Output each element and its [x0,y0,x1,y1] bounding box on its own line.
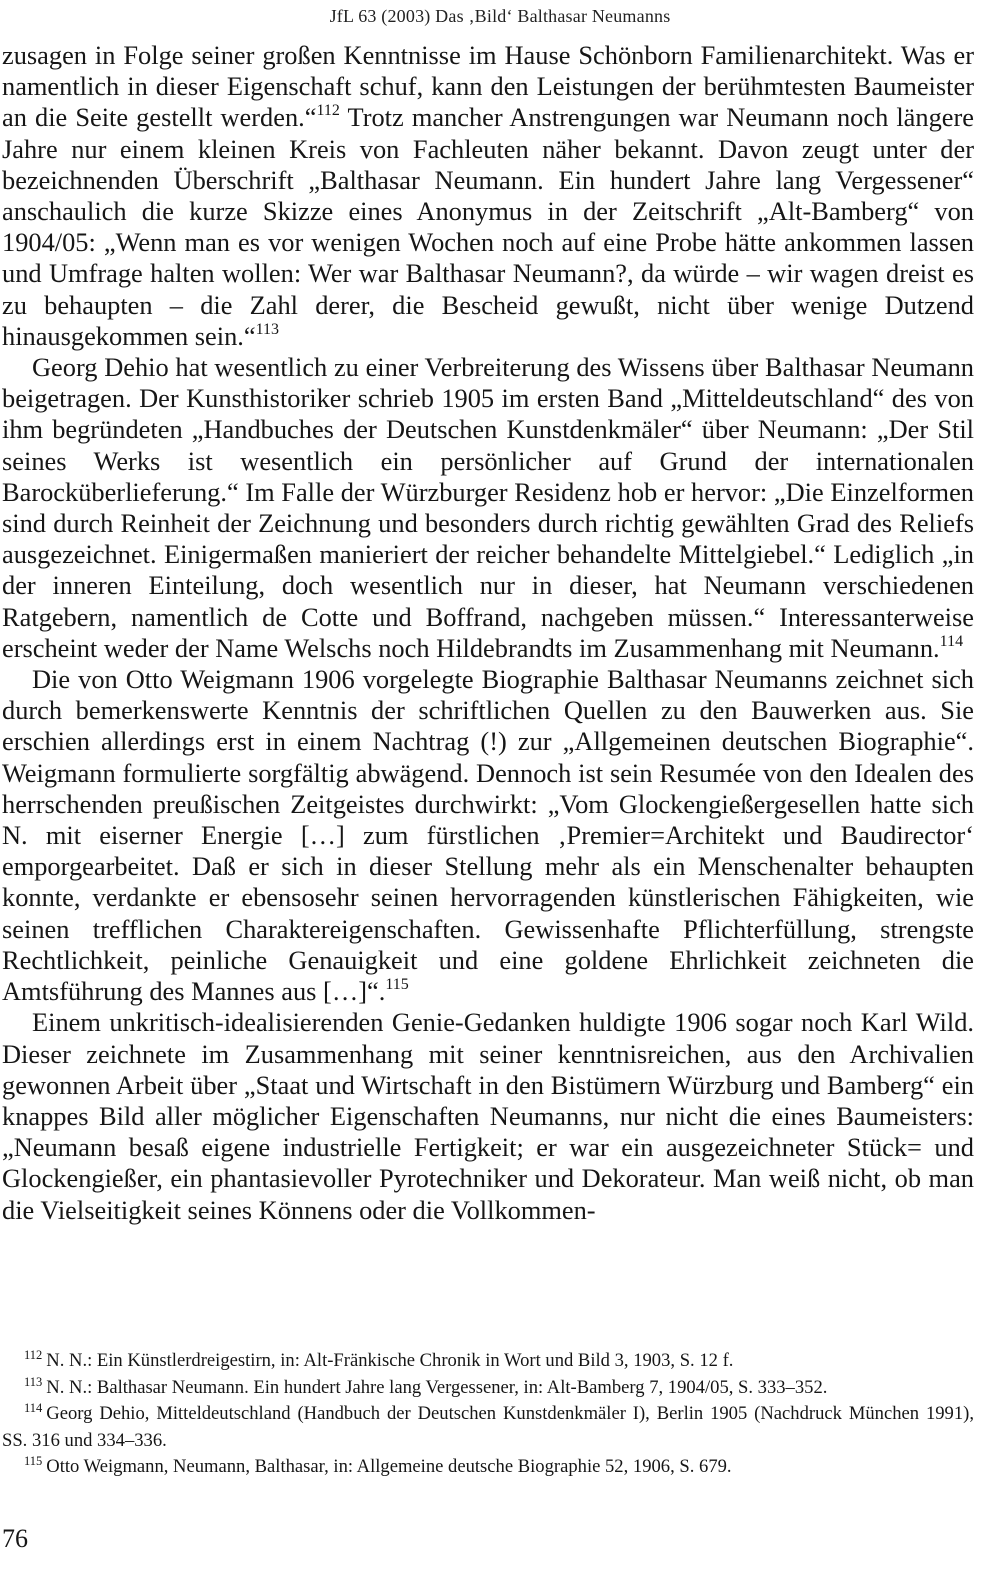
paragraph [2,664,974,1007]
page-number: 76 [2,1524,28,1553]
footnote [2,1401,974,1454]
footnote-ref: 115 [385,976,409,994]
body-text [2,40,974,1226]
paragraph [2,352,974,664]
running-head: JfL 63 (2003) Das ‚Bild‘ Balthasar Neumanns [329,6,671,26]
footnote-ref: 112 [316,102,340,120]
paragraph-text: Einem unkritisch-idealisierenden Genie-Gedanken huldigte 1906 sogar noch Karl Wild. Dieser zeichnete im Zusammenhang mit seiner kenntnisreichen, aus den Archivalien gewonnen Arbeit über „Staat und Wirtschaft in den Bistümern Würzburg und Bamberg“ ein knappes Bild aller möglicher Eigenschaften Neumanns, nur nicht die eines Baumeisters: „Neumann besaß eigene industrielle Fertigkeit; er war ein ausgezeichneter Stück= und Glockengießer, ein phantasievoller Pyrotechniker und Dekorateur. Man weiß nicht, ob man die Vielseitigkeit seines Könnens oder die Vollkommen- [2,1007,974,1225]
footnote [2,1375,974,1402]
footnote [2,1454,974,1481]
footnote-ref: 114 [939,632,964,650]
paragraph [2,1007,974,1225]
footnote-number: 114 [24,1401,43,1415]
footnote-number: 112 [24,1348,43,1362]
footnote-number: 115 [24,1454,43,1468]
paragraph-text: Georg Dehio hat wesentlich zu einer Verbreiterung des Wissens über Balthasar Neumann beigetragen. Der Kunsthistoriker schrieb 1905 im ersten Band „Mitteldeutschland“ des von ihm begründeten „Handbuches der Deutschen Kunstdenkmäler“ über Neumann: „Der Stil seines Werks ist wesentlich ein persönlicher auf Grund der internationalen Barocküberlieferung.“ Im Falle der Würzburger Residenz hob er hervor: „Die Einzelformen sind durch Reinheit der Zeichnung und besonders durch richtig gewählten Grad des Reliefs ausgezeichnet. Einigermaßen manieriert der reicher behandelte Mittelgiebel.“ Lediglich „in der inneren Einteilung, doch wesentlich nur in dieser, hat Neumann verschiedenen Ratgebern, namentlich de Cotte und Boffrand, nachgeben müssen.“ Interessanterweise erscheint weder der Name Welschs noch Hildebrandts im Zusammenhang mit Neumann. [2,352,974,663]
footnote [2,1348,974,1375]
paragraph-text: Trotz mancher Anstrengungen war Neumann noch längere Jahre nur einem kleinen Kreis von Fachleuten näher bekannt. Davon zeugt unter der bezeichnenden Überschrift „Balthasar Neumann. Ein hundert Jahre lang Vergessener“ anschaulich die kurze Skizze eines Anonymus in der Zeitschrift „Alt-Bamberg“ von 1904/05: „Wenn man es vor wenigen Wochen noch auf eine Probe hätte ankommen lassen und Umfrage halten wollen: Wer war Balthasar Neumann?, da würde – wir wagen dreist es zu behaupten – die Zahl derer, die Bescheid gewußt, nicht über wenige Dutzend hinausgekommen sein.“ [2,102,975,351]
footnote-text: N. N.: Ein Künstlerdreigestirn, in: Alt-Fränkische Chronik in Wort und Bild 3, 1903, S. 12 f. [46,1350,734,1371]
paragraph-text: zusagen in Folge seiner großen Kenntnisse im Hause Schönborn Familienarchitekt. Was er namentlich in dieser Eigenschaft schuf, kann den Leistungen der berühmtesten Baumeister an die Seite gestellt werden.“ [2,40,974,133]
footnote-text: Otto Weigmann, Neumann, Balthasar, in: Allgemeine deutsche Biographie 52, 1906, S. 679. [46,1456,732,1477]
footnote-text: Georg Dehio, Mitteldeutschland (Handbuch der Deutschen Kunstdenkmäler I), Berlin 1905 (Nachdruck München 1991), SS. 316 und 334–336. [2,1403,974,1451]
footnote-text: N. N.: Balthasar Neumann. Ein hundert Jahre lang Vergessener, in: Alt-Bamberg 7, 1904/05, S. 333–352. [46,1376,828,1398]
paragraph-text: Die von Otto Weigmann 1906 vorgelegte Biographie Balthasar Neumanns zeichnet sich durch bemerkenswerte Kenntnis der schriftlichen Quellen zu den Bauwerken aus. Sie erschien allerdings erst in einem Nachtrag (!) zur „Allgemeinen deutschen Biographie“. Weigmann formulierte sorgfältig abwägend. Dennoch ist sein Resumée von den Idealen des herrschenden preußischen Zeitgeistes durchwirkt: „Vom Glockengießergesellen hatte sich N. mit eiserner Energie […] zum fürstlichen ‚Premier=Architekt und Baudirector‘ emporgearbeitet. Daß er sich in dieser Stellung mehr als ein Menschenalter behaupten konnte, verdankte er ebensosehr seinen hervorragenden künstlerischen Fähigkeiten, wie seinen trefflichen Charaktereigenschaften. Gewissenhafte Pflichterfüllung, strengste Rechtlichkeit, peinliche Genauigkeit und eine goldene Ehrlichkeit zeichneten die Amtsführung des Mannes aus […]“. [2,664,974,1007]
paragraph [2,40,974,352]
footnote-ref: 113 [255,320,279,338]
footnotes [2,1348,974,1481]
footnote-number: 113 [24,1374,43,1389]
